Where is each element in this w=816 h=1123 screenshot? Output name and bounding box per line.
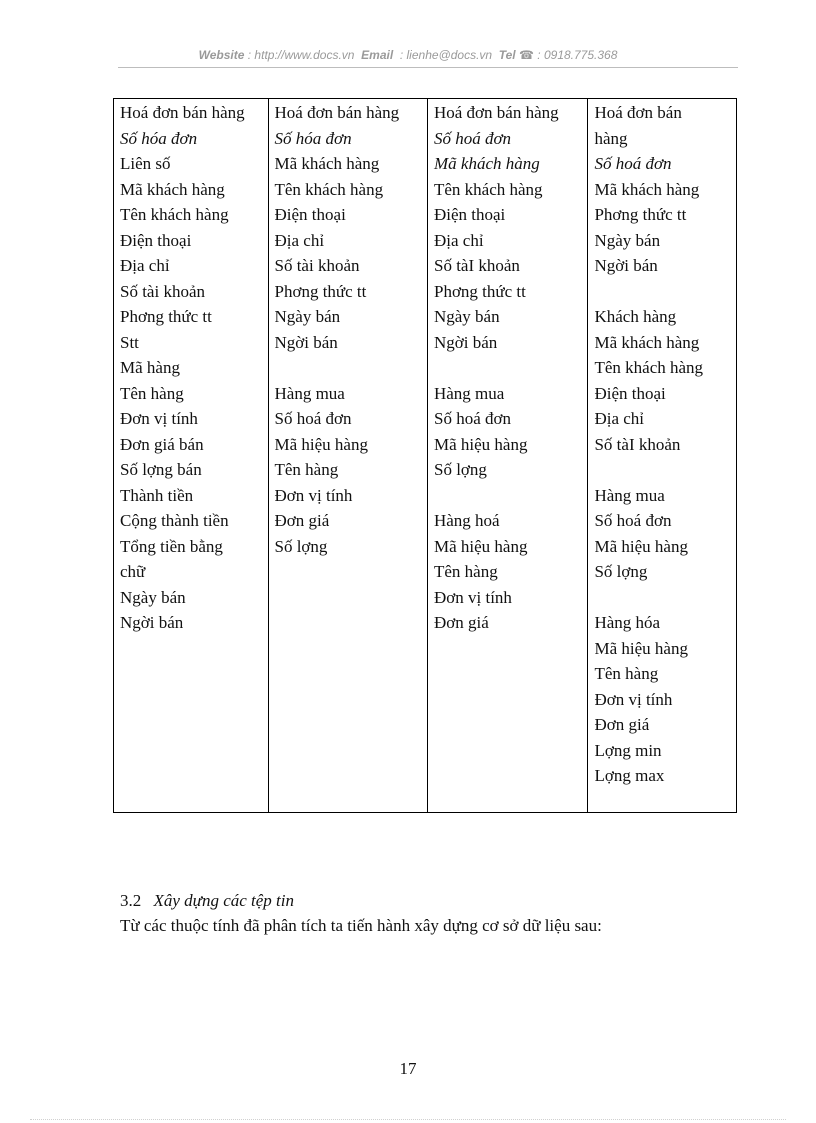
- table-cell-line: Hàng hóa: [594, 613, 661, 632]
- table-cell-line: Mã khách hàng: [594, 179, 700, 199]
- table-cell-line: Ngời bán: [594, 256, 658, 275]
- table-cell-line: Số tài khoản: [120, 281, 205, 301]
- table-cell-line: Ngày bán: [594, 230, 661, 250]
- table-cell-line: Tên khách hàng: [274, 179, 384, 199]
- table-cell-line: chữ: [120, 562, 146, 581]
- table-cell-line: Ngày bán: [433, 307, 500, 326]
- table-cell-line: Hoá đơn bán: [594, 103, 682, 122]
- table-cell-line: Mã khách hàng: [274, 154, 380, 173]
- table-cell-line: Tên khách hàng: [120, 205, 229, 224]
- section-heading: [120, 891, 294, 911]
- table-cell-line: Địa chỉ: [594, 409, 645, 428]
- table-cell-line: Tổng tiền bằng: [120, 536, 223, 556]
- body-paragraph: Từ các thuộc tính đã phân tích ta tiến hành xây dựng cơ sở dữ liệu sau:: [120, 916, 602, 935]
- table-cell-line: Thành tiền: [120, 485, 194, 505]
- table-cell-line: Đơn vị tính: [120, 409, 198, 428]
- table-cell-line: Mã hiệu hàng: [274, 434, 368, 454]
- table-cell-line: Số hóa đơn: [274, 128, 352, 148]
- table-cell-line: Khách hàng: [594, 307, 677, 326]
- attribute-table: [113, 98, 737, 813]
- table-column-2: [269, 99, 428, 812]
- table-cell-line: Hoá đơn bán hàng: [120, 103, 245, 122]
- table-cell-line: Điện thoại: [594, 383, 666, 403]
- table-cell-line: Điện thoại: [433, 205, 506, 224]
- website-label: Website: [198, 48, 245, 62]
- table-cell-line: Đơn giá: [433, 613, 489, 632]
- table-cell-line: Địa chỉ: [274, 230, 325, 250]
- table-cell-line: Đơn giá: [274, 511, 330, 530]
- table-cell-line: Liên số: [120, 154, 171, 173]
- table-cell-line: Đơn giá bán: [120, 434, 204, 454]
- table-cell-line: Số tài khoản: [274, 256, 360, 275]
- table-cell-line: Tên hàng: [120, 383, 184, 403]
- table-cell-line: Tên hàng: [433, 562, 498, 581]
- table-cell-line: Tên khách hàng: [433, 179, 543, 199]
- header-divider: [118, 67, 738, 68]
- table-cell-line: Phơng thức tt: [120, 307, 212, 326]
- table-cell-line: Mã hiệu hàng: [433, 536, 528, 556]
- section-title: Xây dựng các tệp tin: [153, 891, 295, 910]
- table-cell-line: Phơng thức tt: [433, 281, 526, 301]
- table-cell-blank: [434, 483, 587, 509]
- page-header: [0, 48, 816, 62]
- table-cell-line: Ngời bán: [274, 332, 338, 352]
- table-cell-line: Mã hiệu hàng: [433, 434, 528, 454]
- table-cell-line: Mã hiệu hàng: [594, 638, 688, 658]
- table-cell-line: Đơn giá: [594, 715, 650, 734]
- table-cell-line: Số hoá đơn: [433, 128, 512, 148]
- table-cell-line: Mã hàng: [120, 358, 180, 377]
- table-cell-blank: [594, 279, 736, 305]
- table-cell-line: Số tàI khoản: [433, 256, 520, 275]
- table-cell-blank: [275, 355, 427, 381]
- table-cell-line: Số hoá đơn: [594, 154, 672, 173]
- table-cell-line: Số lợng: [433, 460, 487, 479]
- table-cell-line: Số lợng bán: [120, 460, 202, 479]
- table-cell-line: Số lợng: [594, 562, 648, 581]
- tel-value: : 0918.775.368: [537, 48, 618, 62]
- table-cell-line: Lợng max: [594, 766, 665, 785]
- table-cell-line: Ngời bán: [120, 613, 184, 632]
- table-cell-line: Tên hàng: [274, 460, 339, 479]
- email-value: : lienhe@docs.vn: [399, 48, 493, 62]
- tel-label: Tel: [498, 48, 516, 62]
- table-cell-line: Ngày bán: [274, 307, 341, 326]
- table-cell-line: Đơn vị tính: [594, 689, 673, 709]
- table-cell-line: Địa chỉ: [120, 256, 170, 275]
- table-cell-line: Hàng hoá: [433, 511, 500, 530]
- page-number: 17: [399, 1059, 417, 1078]
- table-cell-line: Hoá đơn bán hàng: [433, 103, 559, 122]
- table-cell-blank: [594, 457, 736, 483]
- table-cell-line: Số hóa đơn: [120, 128, 198, 148]
- table-cell-line: Số hoá đơn: [433, 409, 511, 428]
- table-cell-line: Hàng mua: [433, 383, 505, 403]
- table-cell-line: hàng: [594, 128, 628, 148]
- table-cell-line: Địa chỉ: [433, 230, 484, 250]
- table-cell-line: Cộng thành tiền: [120, 511, 229, 530]
- table-cell-line: Điện thoại: [274, 205, 346, 224]
- table-cell-line: Số lợng: [274, 536, 328, 556]
- table-cell-blank: [594, 585, 736, 611]
- table-cell-line: Mã khách hàng: [120, 179, 225, 199]
- section-number: 3.2: [120, 891, 142, 910]
- table-cell-line: Đơn vị tính: [274, 485, 353, 505]
- table-cell-line: Số hoá đơn: [594, 511, 672, 530]
- table-cell-line: Lợng min: [594, 740, 662, 760]
- table-cell-line: Tên hàng: [594, 664, 659, 683]
- email-label: Email: [361, 48, 394, 62]
- table-cell-line: Đơn vị tính: [433, 587, 512, 607]
- table-cell-line: Mã hiệu hàng: [594, 536, 688, 556]
- website-value: : http://www.docs.vn: [247, 48, 355, 62]
- table-cell-line: Stt: [120, 332, 139, 352]
- table-cell-line: Phơng thức tt: [594, 205, 687, 224]
- table-cell-line: Mã khách hàng: [594, 332, 700, 352]
- phone-icon: ☎: [519, 48, 534, 62]
- table-cell-line: Số tàI khoản: [594, 434, 681, 454]
- table-cell-line: Ngời bán: [433, 332, 498, 352]
- table-cell-line: Hoá đơn bán hàng: [274, 103, 400, 122]
- table-cell-line: Tên khách hàng: [594, 358, 704, 377]
- table-cell-line: Ngày bán: [120, 587, 186, 607]
- table-column-3: [428, 99, 588, 812]
- table-cell-blank: [434, 355, 587, 381]
- table-cell-line: Mã khách hàng: [433, 154, 540, 173]
- table-column-4: [588, 99, 736, 812]
- table-cell-line: Hàng mua: [274, 383, 345, 403]
- table-cell-line: Số hoá đơn: [274, 409, 352, 428]
- table-cell-line: Phơng thức tt: [274, 281, 367, 301]
- table-column-1: [114, 99, 269, 812]
- table-cell-line: Điện thoại: [120, 230, 192, 250]
- footer-divider: [30, 1119, 786, 1120]
- table-cell-line: Hàng mua: [594, 485, 665, 505]
